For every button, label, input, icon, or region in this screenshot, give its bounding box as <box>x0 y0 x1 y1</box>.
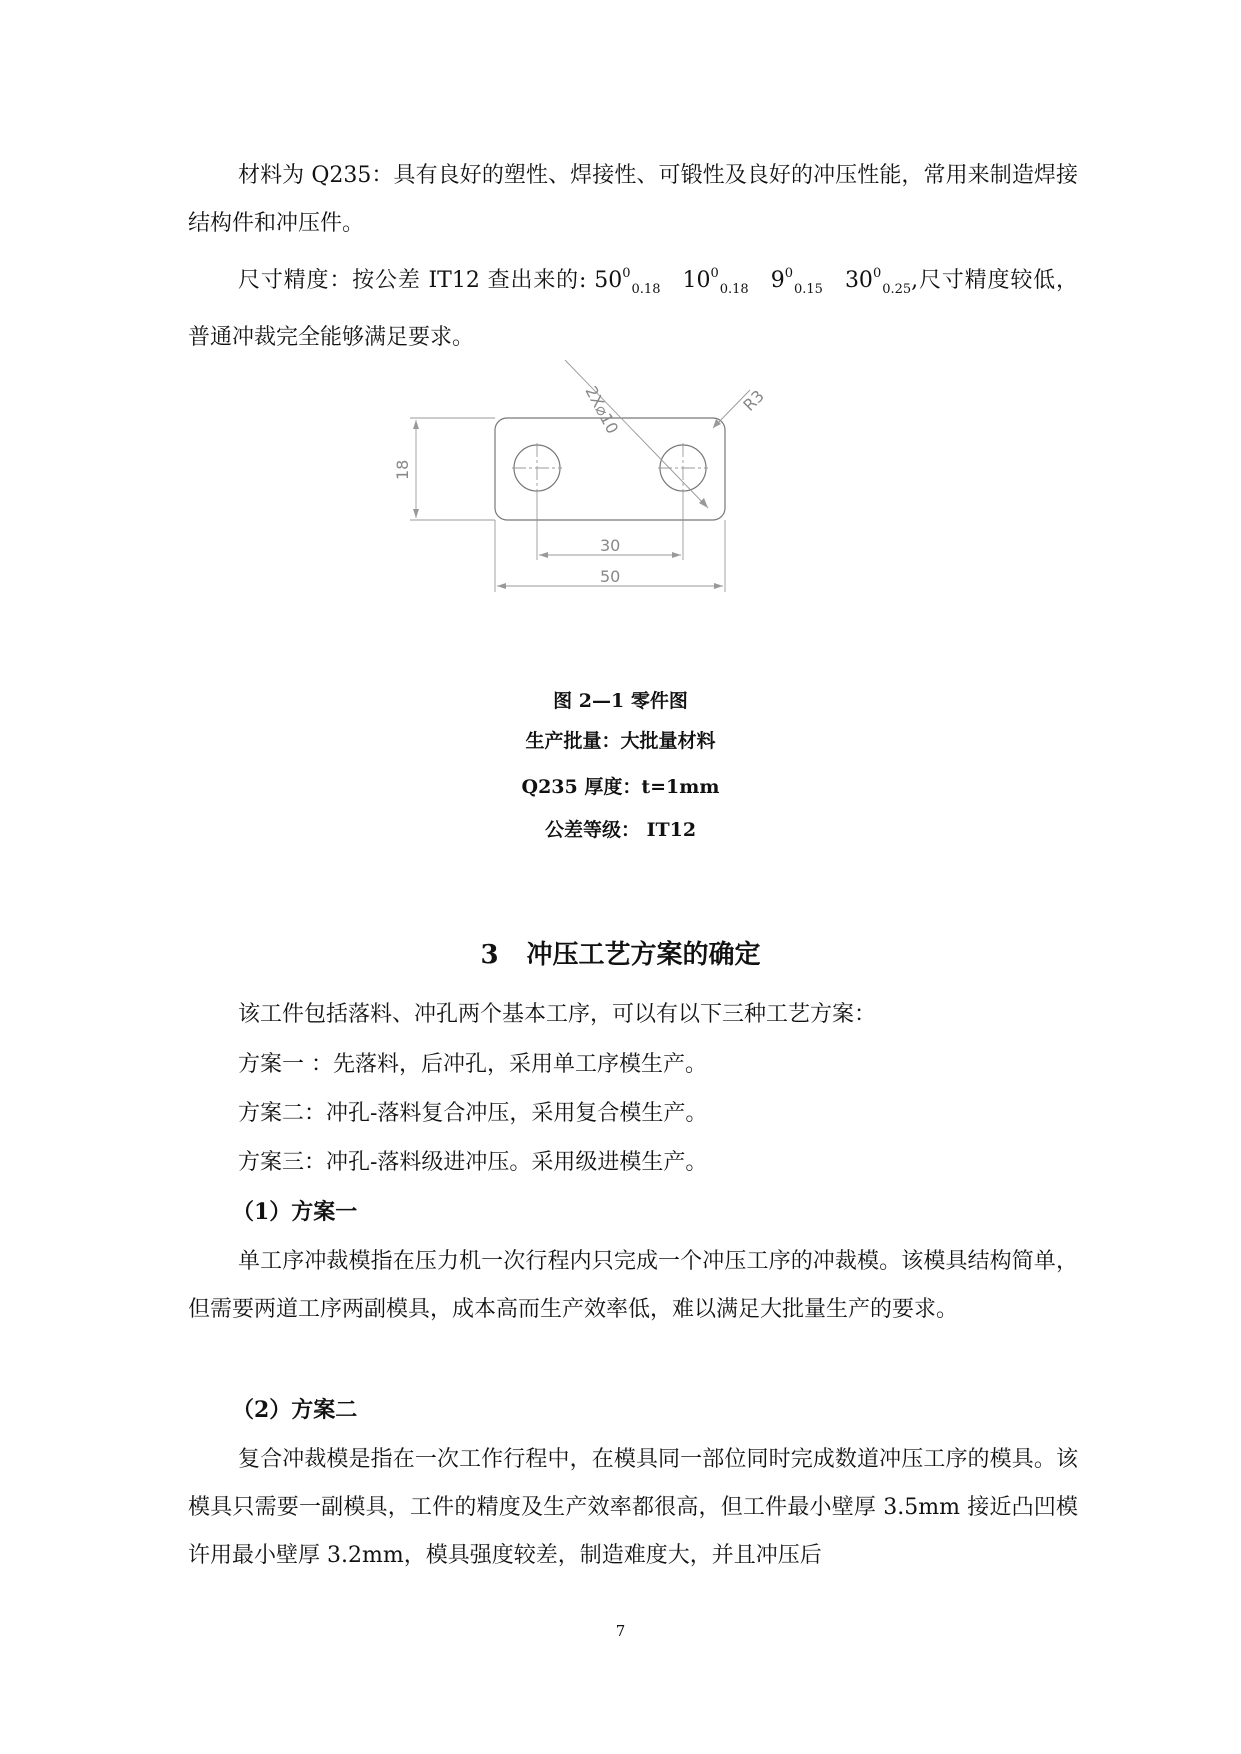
item1-title: （1）方案一 <box>232 1199 358 1225</box>
figure-line-tolerance: 公差等级： IT12 <box>544 819 697 841</box>
intro-paragraph: 该工件包括落料、冲孔两个基本工序，可以有以下三种工艺方案： <box>238 1002 877 1027</box>
tolerance-upper: 0 <box>710 266 719 281</box>
section-heading <box>0 930 1241 980</box>
tolerance-base: 50 <box>594 268 623 293</box>
tolerance-lower: 0.18 <box>719 282 749 297</box>
precision-prefix: 尺寸精度：按公差 IT12 查出来的: <box>238 268 587 293</box>
dim-50-label: 50 <box>600 567 621 586</box>
arrow-50-right <box>714 583 723 589</box>
tolerance-upper: 0 <box>872 266 882 281</box>
leader-holes <box>565 360 708 508</box>
dim-holes-label: 2X⌀10 <box>581 382 623 438</box>
page-number: 7 <box>615 1622 626 1640</box>
precision-suffix: ,尺寸精度较低，普通冲裁完全能够满足要求。 <box>188 268 1078 350</box>
arrow-50-left <box>497 583 506 589</box>
section-number: 3 <box>480 940 499 970</box>
tolerance-item <box>594 266 661 297</box>
tolerance-base: 30 <box>844 268 873 293</box>
tolerance-lower: 0.15 <box>793 282 823 297</box>
arrow-30-right <box>672 552 681 558</box>
arrow-30-left <box>539 552 548 558</box>
option1-paragraph: 方案一 ：先落料，后冲孔，采用单工序模生产。 <box>238 1052 707 1077</box>
dim-30-label: 30 <box>600 536 621 555</box>
tolerance-item <box>770 266 823 297</box>
tolerance-item <box>844 266 912 297</box>
tolerance-item <box>682 266 749 297</box>
arrow-height-bottom <box>413 509 419 518</box>
figure-caption: 图 2—1 零件图 <box>553 690 688 712</box>
tolerance-base: 9 <box>770 268 785 293</box>
option3-paragraph: 方案三：冲孔-落料级进冲压。采用级进模生产。 <box>238 1150 708 1175</box>
tolerance-lower: 0.25 <box>882 282 912 297</box>
dim-radius-label: R3 <box>739 386 768 415</box>
tolerance-upper: 0 <box>784 266 793 281</box>
option2-paragraph: 方案二：冲孔-落料复合冲压，采用复合模生产。 <box>238 1101 708 1126</box>
tolerance-lower: 0.18 <box>631 282 661 297</box>
figure-line-batch: 生产批量：大批量材料 <box>525 730 716 752</box>
item2-paragraph: 复合冲裁模是指在一次工作行程中，在模具同一部位同时完成数道冲压工序的模具。该模具只需要一副模具，工件的精度及生产效率都很高，但工件最小壁厚 3.5mm 接近凸凹模许用最小壁厚 3.2mm，模具强度较差，制造难度大，并且冲压后 <box>188 1447 1078 1568</box>
part-drawing <box>393 380 820 620</box>
item1-paragraph: 单工序冲裁模指在压力机一次行程内只完成一个冲压工序的冲裁模。该模具结构简单，但需要两道工序两副模具，成本高而生产效率低，难以满足大批量生产的要求。 <box>188 1249 1078 1322</box>
dim-height-label: 18 <box>393 459 412 480</box>
tolerance-upper: 0 <box>622 266 631 281</box>
item2-title: （2）方案二 <box>232 1397 358 1423</box>
tolerance-base: 10 <box>682 268 711 293</box>
arrow-height-top <box>413 420 419 429</box>
tolerance-list <box>594 266 912 297</box>
section-title: 冲压工艺方案的确定 <box>526 940 761 970</box>
figure-line-material: Q235 厚度：t=1mm <box>521 776 720 798</box>
precision-paragraph <box>188 250 1078 362</box>
material-paragraph: 材料为 Q235：具有良好的塑性、焊接性、可锻性及良好的冲压性能，常用来制造焊接结构件和冲压件。 <box>188 163 1078 236</box>
